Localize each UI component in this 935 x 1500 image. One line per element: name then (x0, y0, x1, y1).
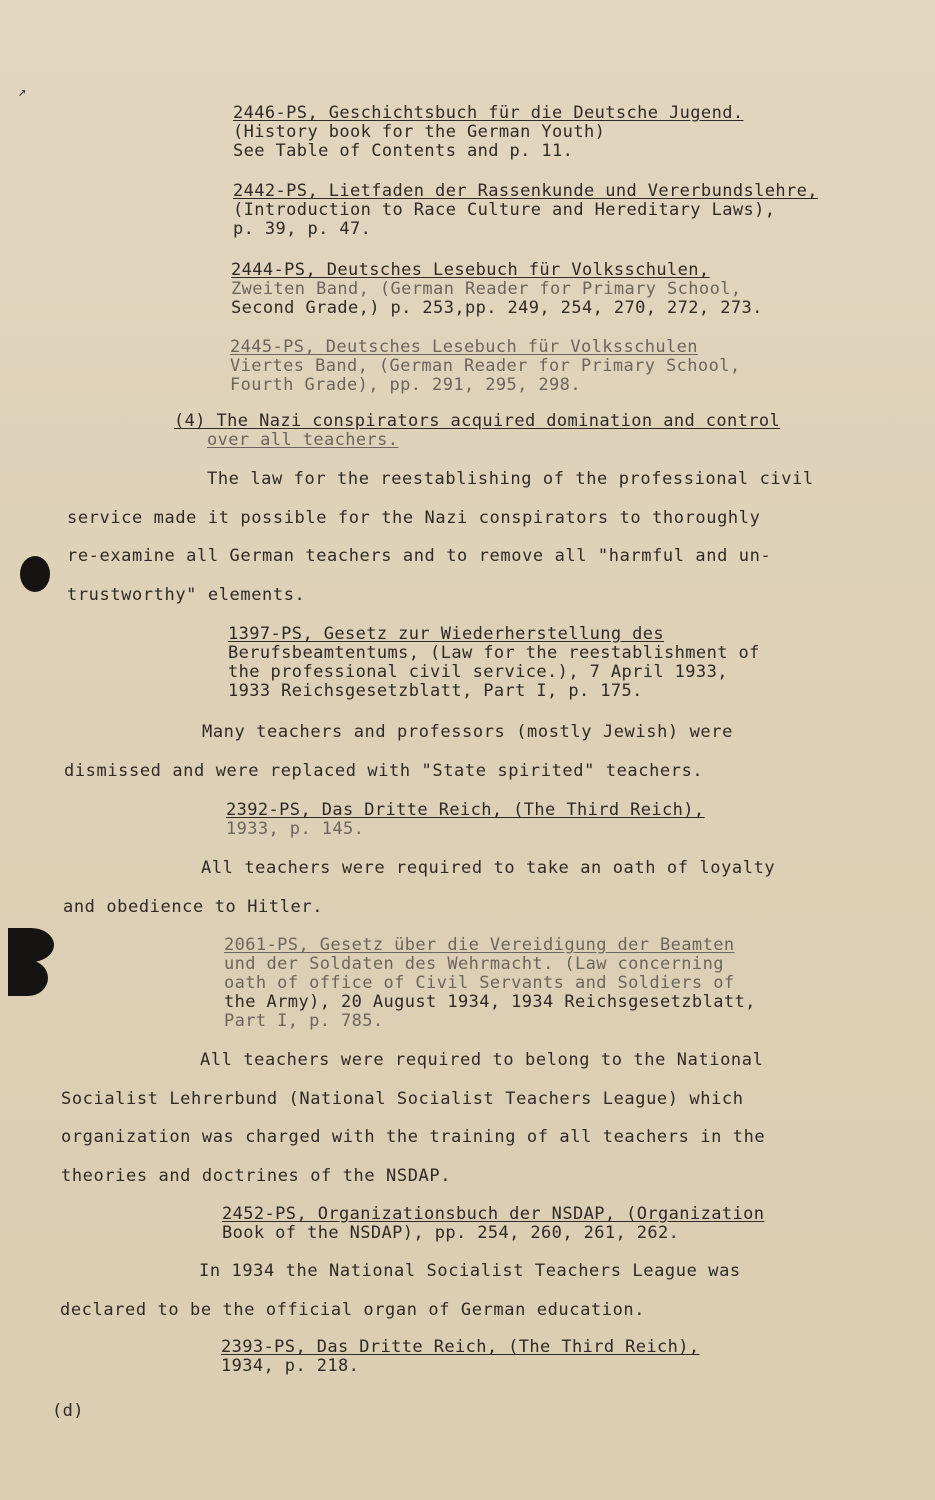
citation-2392-ps: 2392-PS, Das Dritte Reich, (The Third Reich), 1933, p. 145. (226, 800, 705, 839)
citation-2444-ps: 2444-PS, Deutsches Lesebuch für Volksschulen, Zweiten Band, (German Reader for Primary School, Second Grade,) p. 253,pp. 249, 254, 270, 272, 273. (231, 260, 763, 318)
citation-2393-ps: 2393-PS, Das Dritte Reich, (The Third Reich), 1934, p. 218. (221, 1337, 700, 1376)
citation-1397-ps: 1397-PS, Gesetz zur Wiederherstellung des Berufsbeamtentums, (Law for the reestablishment of the professional civil service.), 7 April 1933, 1933 Reichsgesetzblatt, Part I, p. 175. (228, 624, 760, 701)
paragraph-teachers-league: All teachers were required to belong to the National Socialist Lehrerbund (National Socialist Teachers League) which organization was charged with the training of all teachers in the theories and doctrines of the NSDAP. (61, 1050, 766, 1186)
page-marker: (d) (52, 1401, 84, 1421)
citation-2442-ps: 2442-PS, Lietfaden der Rassenkunde und Vererbundslehre, (Introduction to Race Culture and Hereditary Laws), p. 39, p. 47. (233, 181, 818, 239)
margin-mark: ↗ (18, 84, 27, 100)
citation-2446-ps: 2446-PS, Geschichtsbuch für die Deutsche Jugend. (History book for the German Youth) See Table of Contents and p. 11. (233, 103, 744, 161)
punch-hole (8, 928, 54, 962)
citation-2445-ps: 2445-PS, Deutsches Lesebuch für Volksschulen Viertes Band, (German Reader for Primary School, Fourth Grade), pp. 291, 295, 298. (230, 337, 741, 395)
paragraph-dismissals: Many teachers and professors (mostly Jewish) were dismissed and were replaced with "State spirited" teachers. (64, 722, 733, 781)
punch-hole (20, 556, 50, 592)
punch-hole (8, 960, 48, 996)
citation-2452-ps: 2452-PS, Organizationsbuch der NSDAP, (Organization Book of the NSDAP), pp. 254, 260, 261, 262. (222, 1204, 765, 1243)
citation-2061-ps: 2061-PS, Gesetz über die Vereidigung der Beamten und der Soldaten des Wehrmacht. (Law concerning oath of office of Civil Servants and Soldiers of the Army), 20 August 1934, 1934 Reichsgesetzblatt, Part I, p. 785. (224, 935, 756, 1031)
section-heading: (4) The Nazi conspirators acquired domination and control over all teachers. (174, 411, 781, 450)
paragraph-civil-service: The law for the reestablishing of the professional civil service made it possible for the Nazi conspirators to thoroughly re-examine all German teachers and to remove all "harmful and un- trustworthy" elements. (67, 469, 814, 605)
paragraph-official-organ: In 1934 the National Socialist Teachers League was declared to be the official organ of German education. (60, 1261, 741, 1320)
paragraph-oath: All teachers were required to take an oath of loyalty and obedience to Hitler. (63, 858, 776, 917)
